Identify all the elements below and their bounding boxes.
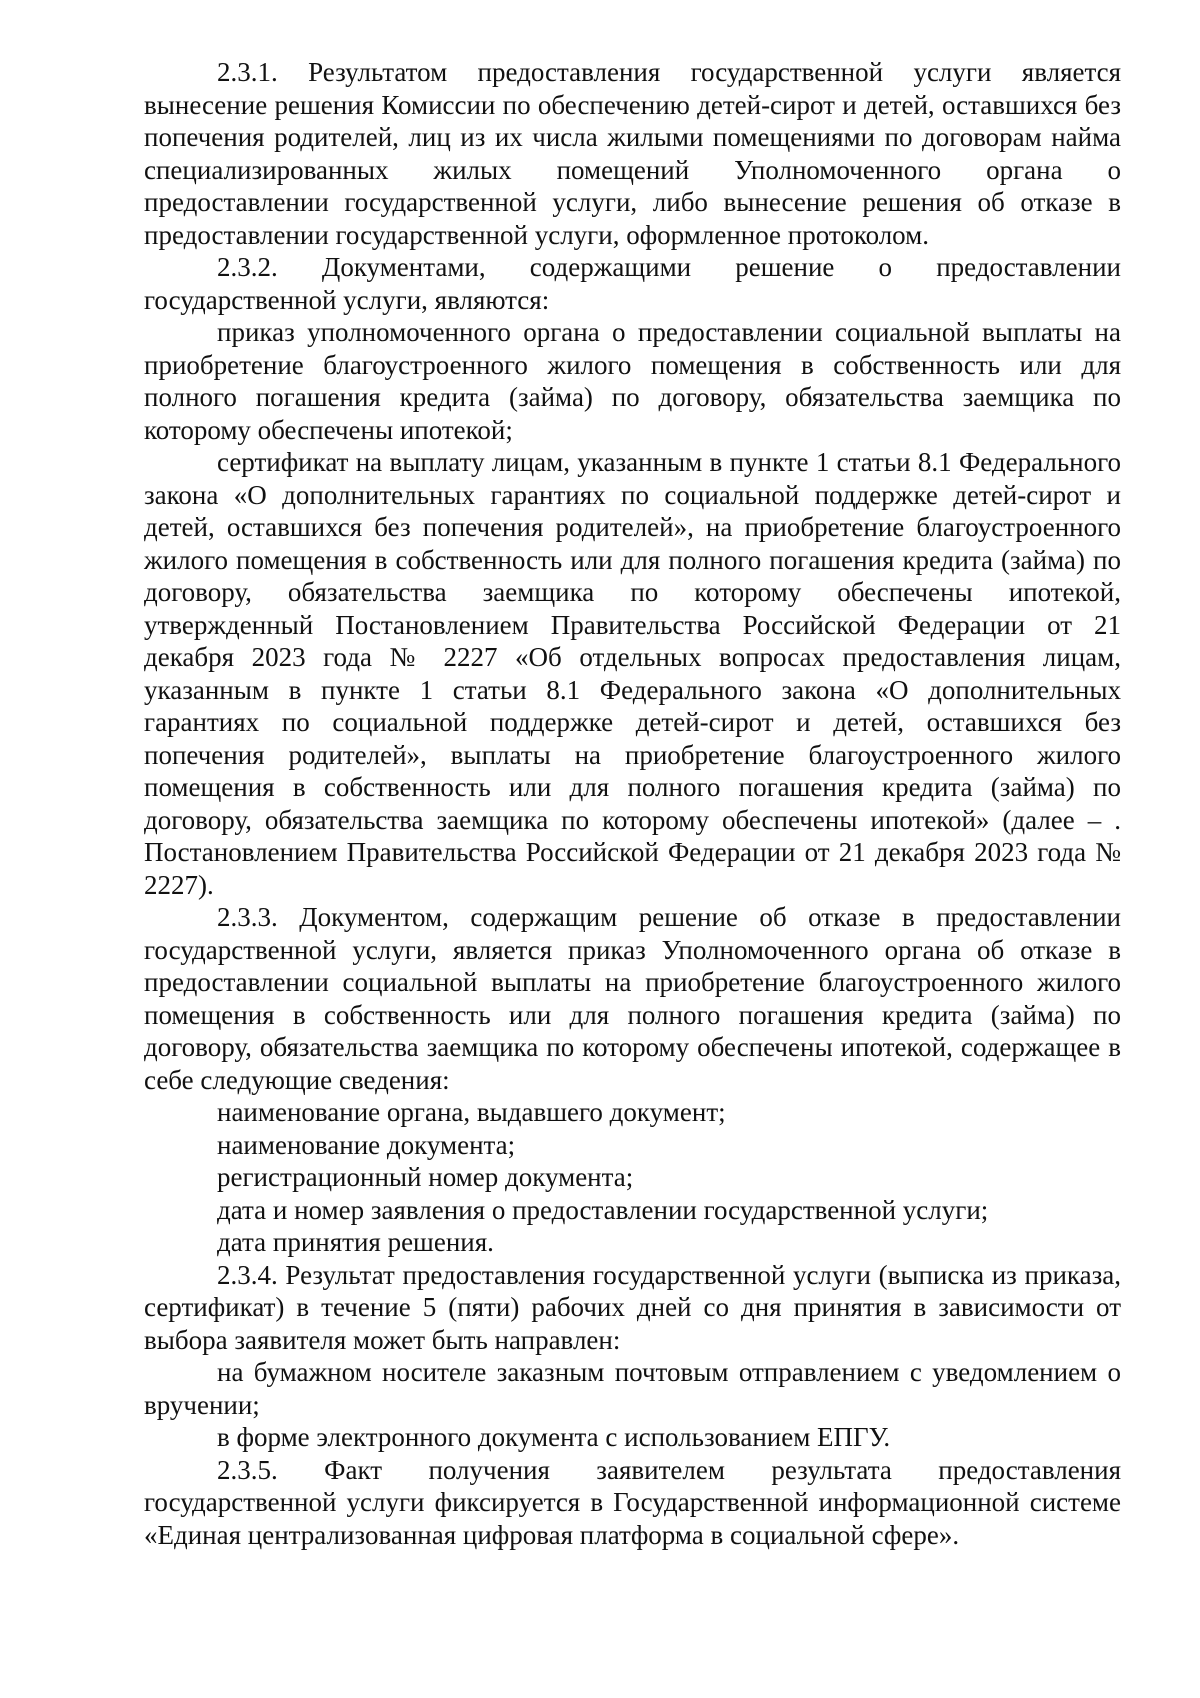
paragraph-2-3-3: 2.3.3. Документом, содержащим решение об отказе в предоставлении государственной услуги, является приказ Уполномоченного органа об отказе в предоставлении социальной выплаты на приобретение благоустроенного жилого помещения в собственность или для полного погашения кредита (займа) по договору, обязательства заемщика по которому обеспечены ипотекой, содержащее в себе следующие сведения: (144, 902, 1121, 1095)
paragraph-2-3-4: 2.3.4. Результат предоставления государственной услуги (выписка из приказа, сертификат) в течение 5 (пяти) рабочих дней со дня принятия в зависимости от выбора заявителя может быть направлен: (144, 1259, 1121, 1355)
list-item-issuing-authority: наименование органа, выдавшего документ; (217, 1097, 726, 1127)
paragraph-order-item: приказ уполномоченного органа о предоставлении социальной выплаты на приобретение благоустроенного жилого помещения в собственность или для полного погашения кредита (займа) по договору, обязательства заемщика по которому обеспечены ипотекой; (144, 317, 1121, 445)
document-page (144, 56, 1121, 1551)
list-item-registration-number: регистрационный номер документа; (217, 1162, 634, 1192)
paragraph-2-3-2: 2.3.2. Документами, содержащими решение о предоставлении государственной услуги, являются: (144, 252, 1121, 315)
list-item-application-date-number: дата и номер заявления о предоставлении государственной услуги; (217, 1194, 989, 1225)
paragraph-paper-delivery: на бумажном носителе заказным почтовым отправлением с уведомлением о вручении; (144, 1357, 1121, 1420)
list-item-document-name: наименование документа; (217, 1129, 516, 1160)
paragraph-2-3-5: 2.3.5. Факт получения заявителем результата предоставления государственной услуги фиксируется в Государственной информационной системе «Единая централизованная цифровая платформа в социальной сфере». (144, 1454, 1121, 1550)
paragraph-2-3-1: 2.3.1. Результатом предоставления государственной услуги является вынесение решения Комиссии по обеспечению детей-сирот и детей, оставшихся без попечения родителей, лиц из их числа жилыми помещениями по договорам найма специализированных жилых помещений Уполномоченного органа о предоставлении государственной услуги, либо вынесение решения об отказе в предоставлении государственной услуги, оформленное протоколом. (144, 57, 1121, 250)
list-item-decision-date: дата принятия решения. (217, 1227, 494, 1257)
paragraph-certificate-item: сертификат на выплату лицам, указанным в пункте 1 статьи 8.1 Федерального закона «О дополнительных гарантиях по социальной поддержке детей-сирот и детей, оставшихся без попечения родителей», на приобретение благоустроенного жилого помещения в собственность или для полного погашения кредита (займа) по договору, обязательства заемщика по которому обеспечены ипотекой, утвержденный Постановлением Правительства Российской Федерации от 21 декабря 2023 года № 2227 «Об отдельных вопросах предоставления лицам, указанным в пункте 1 статьи 8.1 Федерального закона «О дополнительных гарантиях по социальной поддержке детей-сирот и детей, оставшихся без попечения родителей», выплаты на приобретение благоустроенного жилого помещения в собственность или для полного погашения кредита (займа) по договору, обязательства заемщика по которому обеспечены ипотекой» (далее – . Постановлением Правительства Российской Федерации от 21 декабря 2023 года № 2227). (144, 447, 1121, 900)
paragraph-electronic-delivery: в форме электронного документа с использованием ЕПГУ. (217, 1422, 891, 1452)
